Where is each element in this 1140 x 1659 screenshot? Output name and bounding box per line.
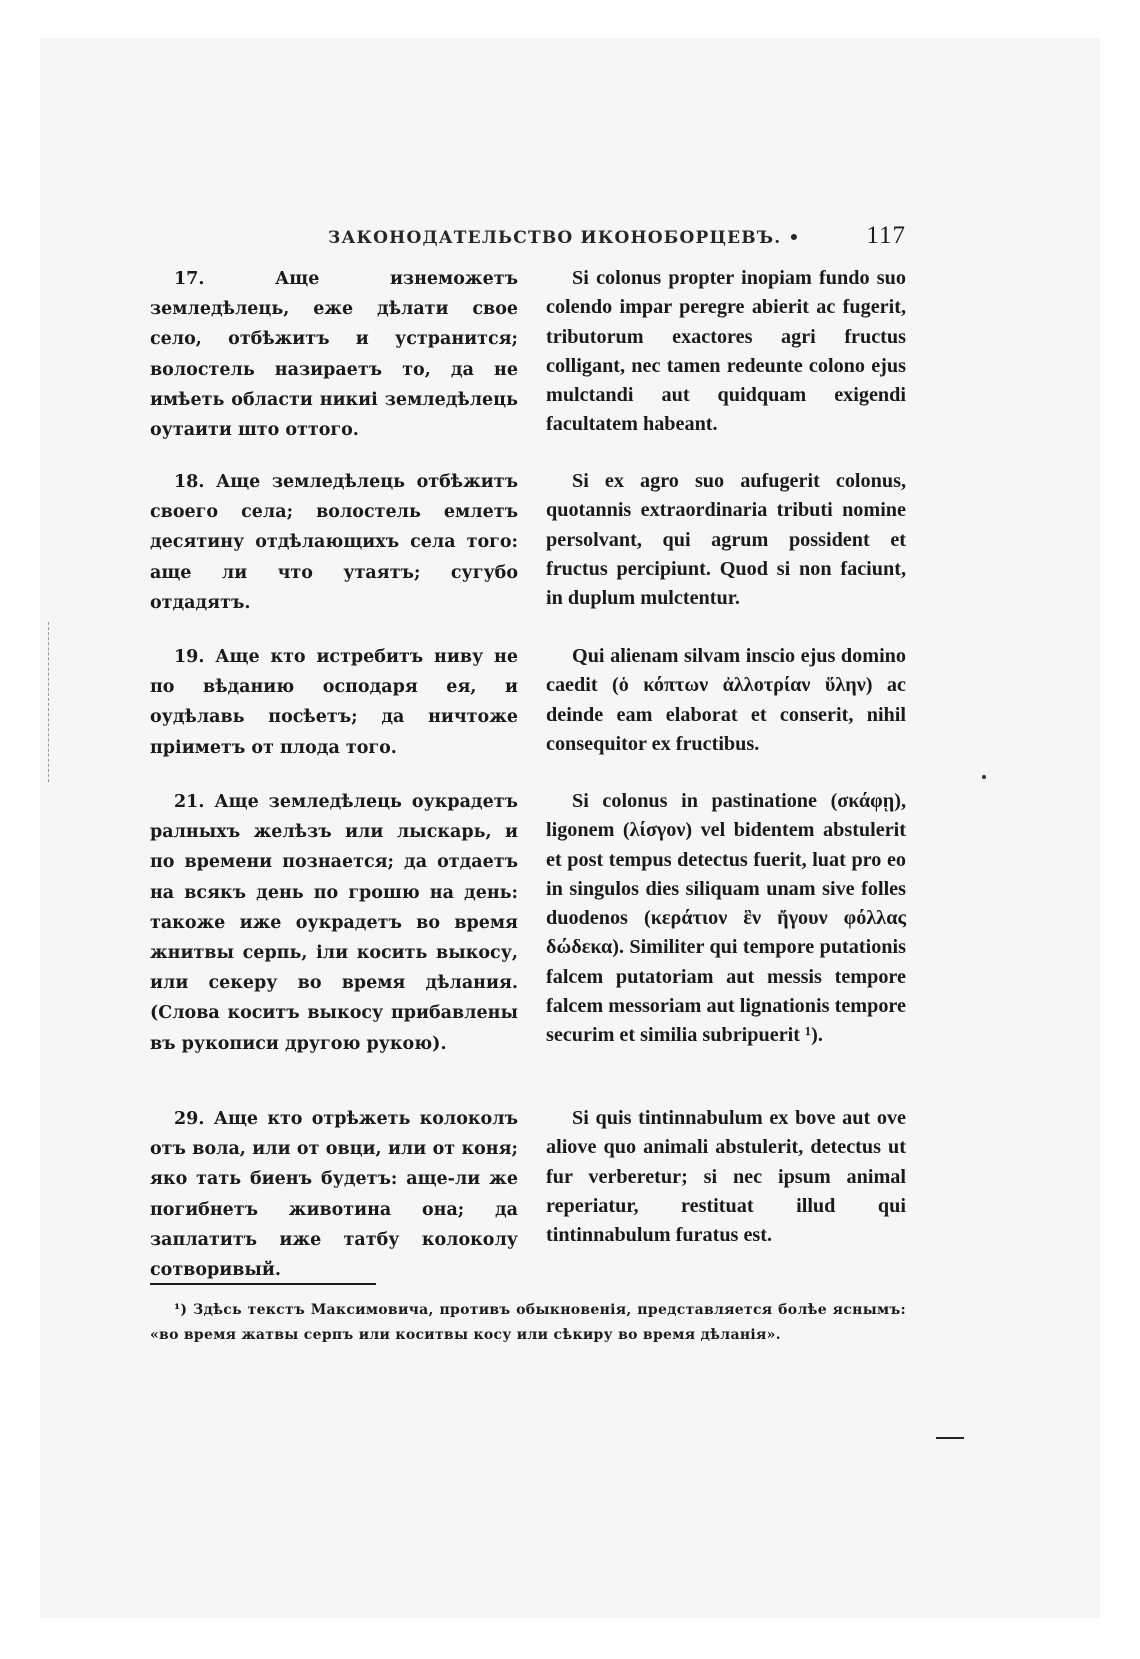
latin-text-21 xyxy=(546,787,906,1104)
footnote-text: ¹) Здѣсь текстъ Максимовича, противъ обыкновенія, представляется болѣе яснымъ: «во время жатвы серпъ или коситвы косу или сѣкиру во время дѣланія». xyxy=(150,1302,906,1343)
latin-text-18 xyxy=(546,467,906,642)
footnote-divider xyxy=(150,1283,376,1285)
latin-paragraph: Si colonus in pastinatione (σκάφῃ), ligonem (λίσγον) vel bidentem abstulerit et post tempus detectus fuerit, luat pro eo in singulos dies siliquam unam sive folles duodenos (κεράτιον ἓν ἤγουν φόλλας δώδεκα). Similiter qui tempore putationis falcem putatoriam aut messis tempore falcem messoriam aut lignationis tempore securim et similia subripuerit ¹). xyxy=(546,790,906,1047)
slavonic-paragraph: 17. Аще изнеможетъ земледѣлець, еже дѣлати свое село, отбѣжитъ и устранится; волостель назираетъ то, да не имѣеть области никиі земледѣлець оутаити што оттого. xyxy=(150,269,518,441)
section-19 xyxy=(150,642,906,787)
margin-mark xyxy=(936,1437,964,1439)
ink-speck xyxy=(982,775,986,779)
slavonic-text-19 xyxy=(150,642,518,787)
latin-text-29 xyxy=(546,1104,906,1285)
slavonic-text-21 xyxy=(150,787,518,1104)
slavonic-paragraph: 29. Аще кто отрѣжеть колоколъ отъ вола, или от овци, или от коня; яко тать биенъ будетъ: аще-ли же погибнетъ животина она; да заплатитъ иже татбу колоколу сотворивый. xyxy=(150,1109,518,1281)
page-number: 117 xyxy=(866,222,906,249)
slavonic-paragraph: 21. Аще земледѣлець оукрадетъ ралныхъ желѣзъ или лыскарь, и по времени познается; да отдаетъ на всякъ день по грошю на день: такоже иже оукрадетъ во время жнитвы серпь, іли косить выкосу, или секеру во время дѣлания. (Слова коситъ выкосу прибавлены въ рукописи другою рукою). xyxy=(150,792,518,1054)
running-title: ЗАКОНОДАТЕЛЬСТВО ИКОНОБОРЦЕВЪ. • xyxy=(328,228,801,248)
section-18 xyxy=(150,467,906,642)
latin-paragraph: Si ex agro suo aufugerit colonus, quotannis extraordinaria tributi nomine persolvant, qui agrum possident et fructus percipiunt. Quod si non faciunt, in duplum mulctentur. xyxy=(546,470,906,610)
latin-text-17 xyxy=(546,264,906,467)
section-29 xyxy=(150,1104,906,1285)
running-head xyxy=(150,222,906,250)
section-21 xyxy=(150,787,906,1104)
slavonic-text-18 xyxy=(150,467,518,642)
latin-text-19 xyxy=(546,642,906,787)
latin-paragraph: Si colonus propter inopiam fundo suo colendo impar peregre abierit ac fugerit, tributorum exactores agri fructus colligant, nec tamen redeunte colono ejus mulctandi aut quidquam exigendi facultatem habeant. xyxy=(546,267,906,436)
footnote xyxy=(150,1298,906,1348)
parallel-text xyxy=(150,264,906,1285)
gutter-mark xyxy=(48,622,49,782)
slavonic-paragraph: 19. Аще кто истребитъ ниву не по вѣданию осподаря ея, и оудѣлавь посѣетъ; да ничтоже пріиметъ от плода того. xyxy=(150,647,518,758)
section-17 xyxy=(150,264,906,467)
latin-paragraph: Si quis tintinnabulum ex bove aut ove aliove quo animali abstulerit, detectus ut fur verberetur; si nec ipsum animal reperiatur, restituat illud qui tintinnabulum furatus est. xyxy=(546,1107,906,1247)
latin-paragraph: Qui alienam silvam inscio ejus domino caedit (ὁ κόπτων ἀλλοτρίαν ὕλην) ac deinde eam elaborat et conserit, nihil consequitor ex fructibus. xyxy=(546,645,906,755)
slavonic-text-29 xyxy=(150,1104,518,1285)
slavonic-text-17 xyxy=(150,264,518,467)
slavonic-paragraph: 18. Аще земледѣлець отбѣжитъ своего села; волостель емлетъ десятину отдѣлающихъ села того: аще ли что утаятъ; сугубо отдадятъ. xyxy=(150,472,518,613)
